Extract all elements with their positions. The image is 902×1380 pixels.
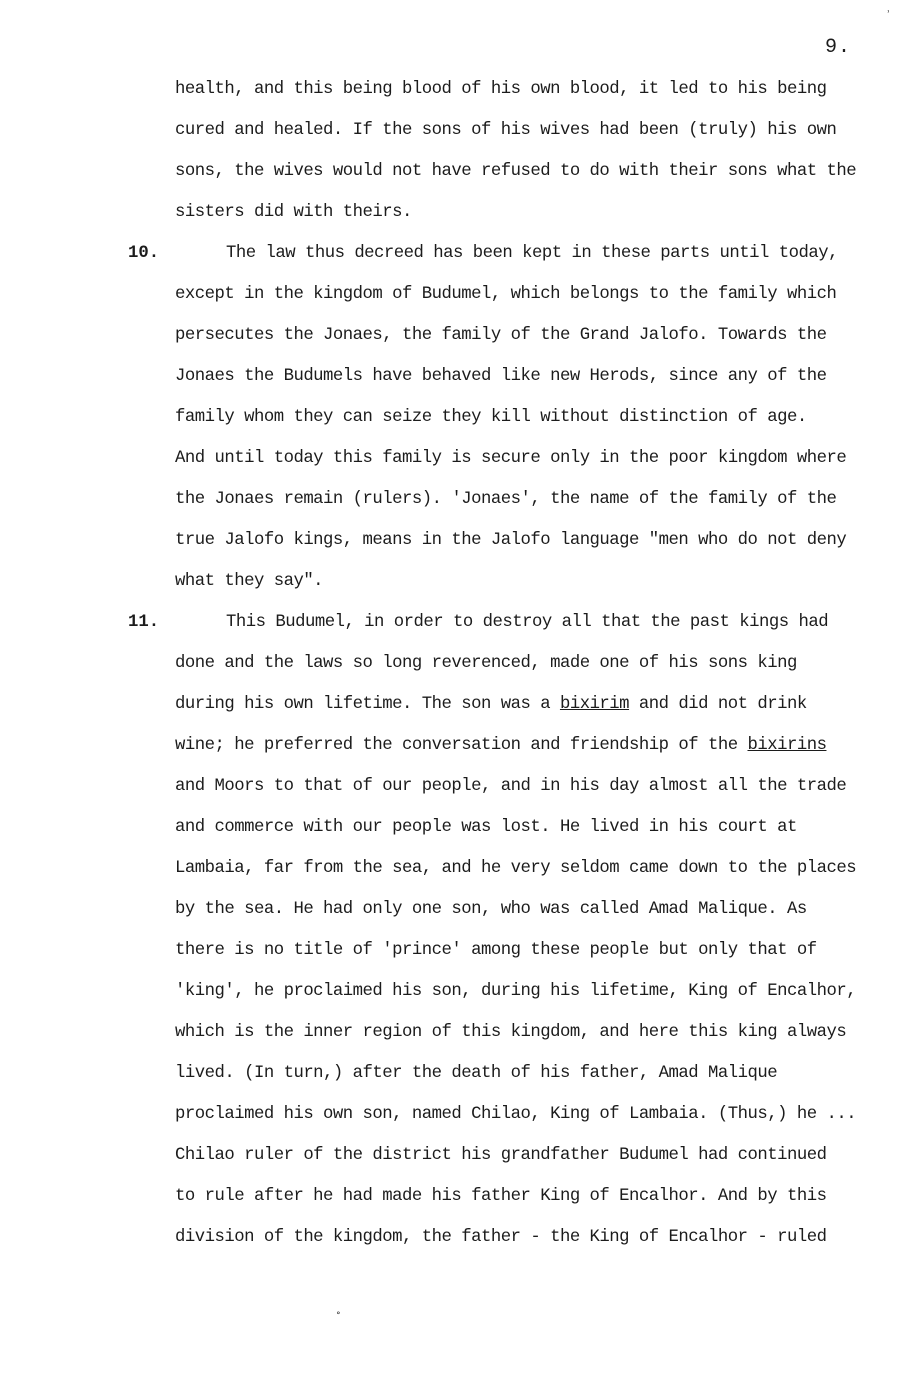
text-line: proclaimed his own son, named Chilao, King of Lambaia. (Thus,) he ... bbox=[175, 1105, 857, 1124]
page-number: 9. bbox=[825, 36, 852, 59]
text-line: there is no title of 'prince' among these people but only that of bbox=[175, 941, 817, 960]
text-line: the Jonaes remain (rulers). 'Jonaes', the name of the family of the bbox=[175, 490, 837, 509]
underlined-term: bixirins bbox=[747, 736, 827, 755]
text-line: by the sea. He had only one son, who was called Amad Malique. As bbox=[175, 900, 807, 919]
scan-speck: ˒ bbox=[884, 2, 893, 18]
text-line: to rule after he had made his father King of Encalhor. And by this bbox=[175, 1187, 827, 1206]
text-line: persecutes the Jonaes, the family of the Grand Jalofo. Towards the bbox=[175, 326, 827, 345]
paragraph-number: 10. bbox=[128, 244, 160, 263]
text-line: 'king', he proclaimed his son, during his lifetime, King of Encalhor, bbox=[175, 982, 857, 1001]
paragraph-number: 11. bbox=[128, 613, 160, 632]
text-line: what they say". bbox=[175, 572, 324, 591]
text-line: except in the kingdom of Budumel, which belongs to the family which bbox=[175, 285, 837, 304]
text-line: and Moors to that of our people, and in his day almost all the trade bbox=[175, 777, 847, 796]
text-line: done and the laws so long reverenced, made one of his sons king bbox=[175, 654, 797, 673]
text-line: family whom they can seize they kill without distinction of age. bbox=[175, 408, 807, 427]
scan-speck: ˳ bbox=[336, 1300, 345, 1316]
underlined-term: bixirim bbox=[559, 695, 630, 714]
text-line: division of the kingdom, the father - the King of Encalhor - ruled bbox=[175, 1228, 827, 1247]
text-line: wine; he preferred the conversation and friendship of the bixirins bbox=[175, 736, 827, 755]
text-line: sisters did with theirs. bbox=[175, 203, 412, 222]
text-line: and commerce with our people was lost. He lived in his court at bbox=[175, 818, 797, 837]
text-line: which is the inner region of this kingdom, and here this king always bbox=[175, 1023, 847, 1042]
text-line: Chilao ruler of the district his grandfather Budumel had continued bbox=[175, 1146, 827, 1165]
text-line: during his own lifetime. The son was a bixirim and did not drink bbox=[175, 695, 807, 714]
text-line: lived. (In turn,) after the death of his father, Amad Malique bbox=[175, 1064, 778, 1083]
text-line: sons, the wives would not have refused to do with their sons what the bbox=[175, 162, 857, 181]
text-line: This Budumel, in order to destroy all that the past kings had bbox=[226, 613, 829, 632]
text-line: And until today this family is secure only in the poor kingdom where bbox=[175, 449, 847, 468]
text-line: health, and this being blood of his own blood, it led to his being bbox=[175, 80, 827, 99]
text-line: cured and healed. If the sons of his wives had been (truly) his own bbox=[175, 121, 837, 140]
text-line: true Jalofo kings, means in the Jalofo language "men who do not deny bbox=[175, 531, 847, 550]
text-line: Jonaes the Budumels have behaved like new Herods, since any of the bbox=[175, 367, 827, 386]
text-line: Lambaia, far from the sea, and he very seldom came down to the places bbox=[175, 859, 857, 878]
text-line: The law thus decreed has been kept in these parts until today, bbox=[226, 244, 838, 263]
